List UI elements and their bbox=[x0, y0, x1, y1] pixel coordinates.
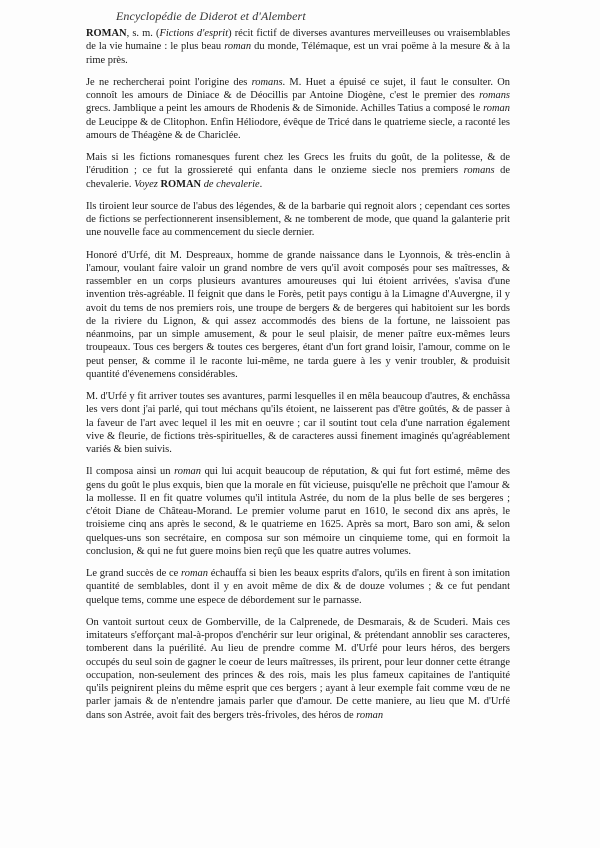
paragraph-p7 bbox=[86, 465, 510, 558]
text-run: Le grand succès de ce bbox=[86, 568, 182, 579]
text-run: . M. Huet a épuisé ce sujet, il faut le consulter. On connoît les amours de Diniace & de Déocillis par Antoine Diogène, c'est le premier des bbox=[86, 76, 511, 101]
text-run: grecs. Jamblique a peint les amours de Rhodenis & de Simonide. Achilles Tatius a composé le bbox=[86, 103, 484, 115]
italic-text: roman bbox=[174, 466, 201, 478]
text-run: M. d'Urfé y fit arriver toutes ses avantures, parmi lesquelles il en mêla beaucoup d'autres, & enchâssa les vers dont j'ai parlé, qui tout méchans qu'ils étoient, ne laisserent pas d'être goûtés, & de passer à la faveur de l'art avec lequel il les mit en oeuvre ; car il soutint tout cela d'une narration également vive & fleurie, de fictions très-spirituelles, & de caracteres aussi finement imaginés qu'agréablement variés & bien suivis. bbox=[86, 391, 510, 455]
italic-text: Fictions d'esprit bbox=[159, 28, 229, 39]
paragraph-p3 bbox=[86, 151, 510, 191]
text-run: de Leucippe & de Clitophon. Enfin Héliodore, évêque de Tricé dans le quatrieme siecle, a raconté les amours de Théagène & de Chariclée. bbox=[86, 116, 510, 141]
text-run: , s. m. ( bbox=[126, 28, 160, 39]
paragraph-p1 bbox=[86, 27, 510, 67]
paragraph-p6 bbox=[86, 390, 510, 456]
text-run: On vantoit surtout ceux de Gomberville, de la Calprenede, de Desmarais, & de Scuderi. Mais ces imitateurs s'efforçant mal-à-propos d'enchérir sur leur original, & prétendant annoblir ses caracteres, tomberent dans la puérilité. Au lieu de prendre comme M. d'Urfé pour leurs héros, des bergers occupés du seul soin de gagner le coeur de leurs maîtresses, ils prirent, pour leur donner cette étrange occupation, non-seulement des princes & des rois, mais les plus fameux capitaines de l'antiquité qu'ils peignirent pleins du même esprit que ces bergers ; ayant à leur exemple fait comme vœu de ne parler jamais & de n'entendre jamais parler que d'amour. De cette maniere, au lieu que M. d'Urfé dans son Astrée, avoit fait des bergers très-frivoles, des héros de bbox=[86, 616, 510, 721]
italic-text: romans bbox=[479, 90, 510, 101]
italic-text: romans bbox=[463, 165, 495, 177]
paragraph-p9 bbox=[86, 616, 510, 722]
text-run: Mais si les fictions romanesques furent chez les Grecs les fruits du goût, de la politesse, & de l'érudition ; ce fut la grossiereté qui enfanta dans le onzieme siecle nos premiers bbox=[86, 152, 510, 177]
italic-text: de chevalerie bbox=[203, 178, 260, 190]
italic-text: roman bbox=[224, 41, 252, 53]
text-run: Ils tiroient leur source de l'abus des légendes, & de la barbarie qui regnoit alors ; cependant ces sortes de fictions se perfectionnerent insensiblement, & ne tomberent de mode, que quand la galanterie prit une nouvelle face au commencement du siecle dernier. bbox=[86, 200, 510, 239]
page-header: Encyclopédie de Diderot et d'Alembert bbox=[116, 9, 306, 23]
headword: ROMAN bbox=[160, 178, 202, 190]
italic-text: roman bbox=[181, 568, 208, 579]
paragraph-p5 bbox=[86, 249, 510, 382]
italic-text: romans bbox=[251, 76, 283, 88]
italic-text: roman bbox=[356, 709, 384, 721]
text-run: de chevalerie. bbox=[86, 165, 510, 190]
text-run: Honoré d'Urfé, dit M. Despreaux, homme de grande naissance dans le Lyonnois, & très-enclin à l'amour, voulant faire valoir un grand nombre de vers qu'il avoit composés pour ses maîtresses, & rassembler en un corps plusieurs avantures amoureuses qui lui étoient arrivées, s'avisa d'une invention très-agréable. Il feignit que dans le Forès, petit pays contigu à la Limagne d'Auvergne, il y avoit du tems de nos premiers rois, une troupe de bergers & de bergeres qui habitoient sur les bords de la riviere du Lignon, & qui assez accommodés des biens de la fortune, ne laissoient pas néanmoins, par un simple amusement, & pour le seul plaisir, de mener paître eux-mêmes leurs troupeaux. Tous ces bergers & toutes ces bergeres, étant d'un fort grand loisir, l'amour, comme on le peut penser, & comme il le raconte lui-même, ne tarda guere à les y venir troubler, & produisit quantité d'évenemens considérables. bbox=[86, 249, 510, 380]
text-run: qui lui acquit beaucoup de réputation, & qui fut fort estimé, même des gens du goût le plus exquis, bien que la morale en fût vicieuse, puisqu'elle ne prêchoit que l'amour & la mollesse. Il en fit quatre volumes qu'il intitula Astrée, du nom de la plus belle de ses bergeres ; c'étoit Diane de Château-Morand. Le premier volume parut en 1610, le second dix ans après, le troisieme cinq ans après le second, & le quatrieme en 1625. Après sa mort, Baro son ami, & selon quelques-uns son secrétaire, en composa sur son mémoire un cinquieme tome, qui en formoit la conclusion, & qui ne fut guere moins bien reçû que les quatre autres volumes. bbox=[86, 466, 510, 557]
text-run: ) récit fictif de diverses avantures merveilleuses ou vraisemblables de la vie humaine : le plus beau bbox=[86, 28, 511, 53]
text-run: du monde, Télémaque, est un vrai poëme à la mesure & à la rime près. bbox=[86, 41, 510, 66]
text-run: échauffa si bien les beaux esprits d'alors, qu'ils en firent à son imitation quantité de semblables, dont il y en avoit même de dix & de douze volumes ; & ce fut pendant quelque tems, comme une espece de débordement sur le parnasse. bbox=[86, 568, 510, 606]
italic-text: Voyez bbox=[134, 178, 158, 190]
text-run: Je ne rechercherai point l'origine des bbox=[86, 76, 252, 88]
text-run: . bbox=[259, 178, 263, 190]
italic-text: roman bbox=[483, 103, 510, 115]
paragraph-p2 bbox=[86, 76, 510, 142]
text-run: Il composa ainsi un bbox=[86, 466, 175, 478]
headword: ROMAN bbox=[86, 28, 127, 39]
article-body bbox=[86, 27, 510, 731]
paragraph-p4 bbox=[86, 200, 510, 240]
paragraph-p8 bbox=[86, 567, 510, 607]
